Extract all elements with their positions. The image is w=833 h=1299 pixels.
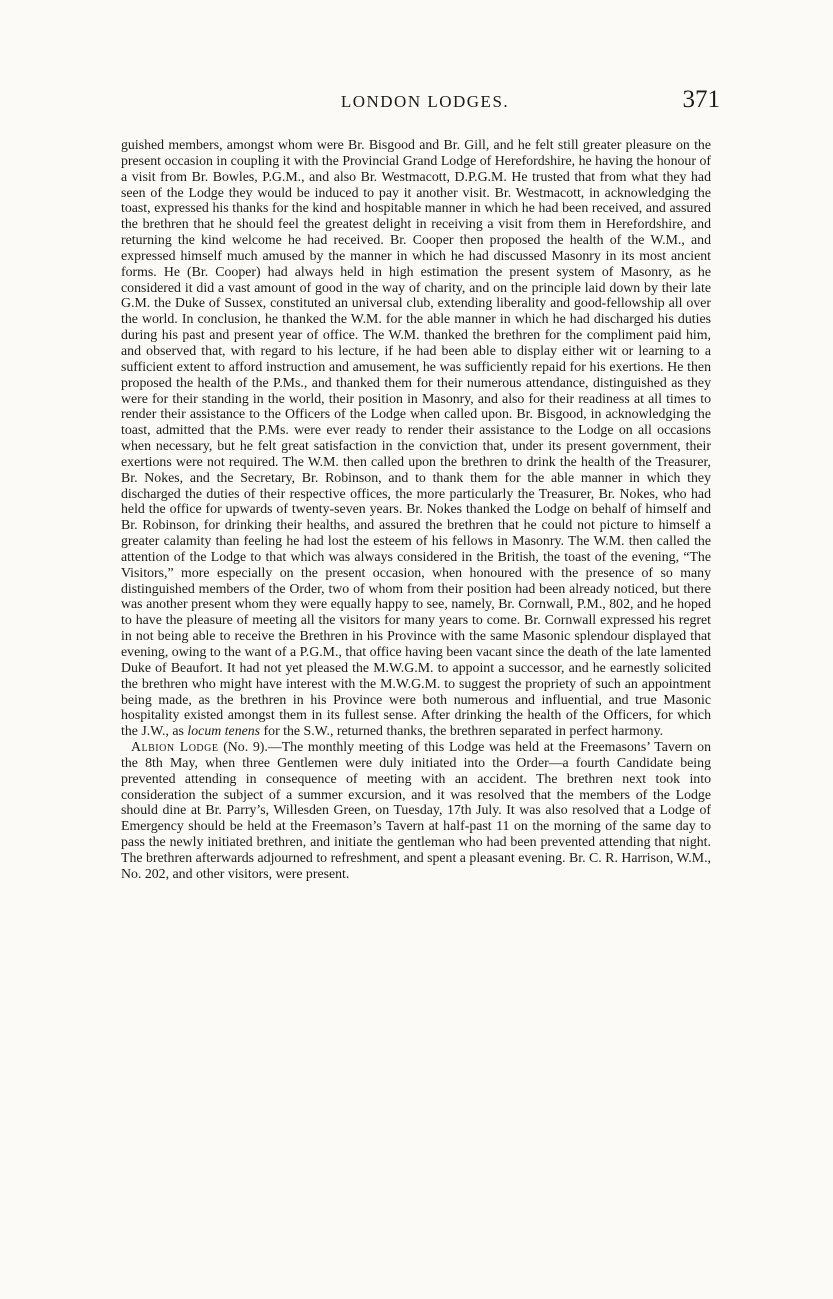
italic-phrase: locum tenens [187,723,261,739]
body-text [121,137,711,882]
running-title: LONDON LODGES. [340,92,510,111]
paragraph-continued [121,137,711,739]
paragraph-1-text: guished members, amongst whom were Br. Bisgood and Br. Gill, and he felt still greater pleasure on the present occasion in coupling it with the Provincial Grand Lodge of Herefordshire, he having the honour of a visit from Br. Bowles, P.G.M., and also Br. Westmacott, D.P.G.M. He trusted that from what they had seen of the Lodge they would be induced to pay it another visit. Br. Westmacott, in acknowledging the toast, expressed his thanks for the kind and hospitable manner in which he had been received, and assured the brethren that he should feel the greatest delight in receiving a visit from them in Herefordshire, and returning the kind welcome he had received. Br. Cooper then proposed the health of the W.M., and expressed himself much amused by the manner in which he had discussed Masonry in its most ancient forms. He (Br. Cooper) had always held in high estimation the present system of Masonry, as he considered it did a vast amount of good in the way of charity, and on the principle laid down by their late G.M. the Duke of Sussex, constituted an universal club, extending liberality and good-fellowship all over the world. In conclusion, he thanked the W.M. for the able manner in which he had discharged his duties during his past and present year of office. The W.M. thanked the brethren for the compliment paid him, and observed that, with regard to his lecture, if he had been able to display either wit or learning to a sufficient extent to afford instruction and amusement, he was sufficiently repaid for his exertions. He then proposed the health of the P.Ms., and thanked them for their numerous attendance, distinguished as they were for their standing in the world, their position in Masonry, and also for their readiness at all times to render their assistance to the Officers of the Lodge when called upon. Br. Bisgood, in acknowledging the toast, admitted that the P.Ms. were ever ready to render their assistance to the Lodge on all occasions when necessary, but he felt great satisfaction in the conviction that, under its present government, their exertions were not required. The W.M. then called upon the brethren to drink the health of the Treasurer, Br. Nokes, and the Secretary, Br. Robinson, and to thank them for the able manner in which they discharged the duties of their respective offices, the more particularly the Treasurer, Br. Nokes, who had held the office for upwards of twenty-seven years. Br. Nokes thanked the Lodge on behalf of himself and Br. Robinson, for drinking their healths, and assured the brethren that he could not picture to himself a greater calamity than feeling he had lost the esteem of his fellows in Masonry. The W.M. then called the attention of the Lodge to that which was always considered in the British, the toast of the evening, “The Visitors,” more especially on the present occasion, when honoured with the presence of so many distinguished members of the Order, two of whom from their position had been already noticed, but there was another present whom they were equally happy to see, namely, Br. Cornwall, P.M., 802, and he hoped to have the pleasure of meeting all the visitors for many years to come. Br. Cornwall expressed his regret in not being able to receive the Brethren in his Province with the same Masonic splendour displayed that evening, owing to the want of a P.G.M., that office having been vacant since the death of the late lamented Duke of Beaufort. It had not yet pleased the M.W.G.M. to appoint a successor, and he earnestly solicited the brethren who might have interest with the M.W.G.M. to suggest the propriety of such an appointment being made, as the brethren in his Province were both numerous and influential, and true Masonic hospitality existed amongst them in its fullest sense. After drinking the health of the Officers, for which the J.W., as [121,137,711,739]
paragraph-albion-lodge [121,739,711,882]
running-head [130,86,720,118]
paragraph-1-ending: for the S.W., returned thanks, the brethren separated in perfect harmony. [263,723,664,739]
page-number: 371 [682,86,720,113]
lodge-name: Albion Lodge [131,739,219,755]
paragraph-2-text: (No. 9).—The monthly meeting of this Lodge was held at the Freemasons’ Tavern on the 8th May, when three Gentlemen were duly initiated into the Order—a fourth Candidate being prevented attending in consequence of meeting with an accident. The brethren next took into consideration the subject of a summer excursion, and it was resolved that the members of the Lodge should dine at Br. Parry’s, Willesden Green, on Tuesday, 17th July. It was also resolved that a Lodge of Emergency should be held at the Freemason’s Tavern at half-past 11 on the morning of the same day to pass the newly initiated brethren, and initiate the gentleman who had been prevented attending that night. The brethren afterwards adjourned to refreshment, and spent a pleasant evening. Br. C. R. Harrison, W.M., No. 202, and other visitors, were present. [121,739,711,881]
